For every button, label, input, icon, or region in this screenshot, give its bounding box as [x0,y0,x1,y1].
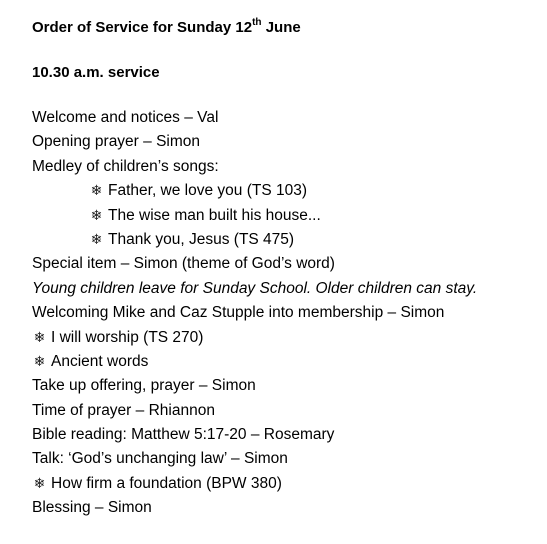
item-text: I will worship (TS 270) [51,328,204,346]
service-item [32,130,477,154]
item-text: Welcoming Mike and Caz Stupple into membership – Simon [32,304,445,322]
song-item [32,228,477,252]
service-item [32,155,477,179]
snowflake-icon: ❄ [90,207,103,224]
service-item [32,301,477,325]
snowflake-icon: ❄ [90,231,103,248]
song-item [32,350,477,374]
service-item [32,399,477,423]
item-text: Young children leave for Sunday School. Older children can stay. [32,279,478,297]
service-item [32,252,477,276]
item-text: The wise man built his house... [108,206,321,224]
title-superscript: th [252,17,262,28]
snowflake-icon: ❄ [90,183,103,200]
item-text: Special item – Simon (theme of God’s word) [32,255,335,273]
title-text: Order of Service for Sunday 12 [32,19,253,36]
item-text: Talk: ‘God’s unchanging law’ – Simon [32,450,288,468]
item-text: Blessing – Simon [32,499,152,517]
snowflake-icon: ❄ [33,353,46,370]
item-text: Welcome and notices – Val [32,109,219,126]
service-item [32,447,477,471]
item-text: Opening prayer – Simon [32,133,201,151]
page-title [32,17,301,39]
snowflake-icon: ❄ [33,329,46,346]
item-text: Ancient words [51,352,149,370]
service-item [32,106,477,130]
service-item [32,374,477,398]
song-item [32,472,477,496]
service-time-heading: 10.30 a.m. service [32,64,160,81]
item-text: Take up offering, prayer – Simon [32,377,256,395]
item-text: Thank you, Jesus (TS 475) [108,230,295,248]
title-month: June [261,19,301,36]
song-item [32,326,477,350]
snowflake-icon: ❄ [33,475,46,492]
item-text: Time of prayer – Rhiannon [32,401,215,419]
song-item [32,179,477,203]
service-item [32,277,477,301]
item-text: How firm a foundation (BPW 380) [51,474,282,492]
service-item [32,423,477,447]
item-text: Father, we love you (TS 103) [108,182,308,200]
item-text: Bible reading: Matthew 5:17-20 – Rosemary [32,426,335,444]
service-order-list [32,106,477,521]
item-text: Medley of children’s songs: [32,157,219,175]
song-item [32,204,477,228]
service-item [32,496,477,520]
